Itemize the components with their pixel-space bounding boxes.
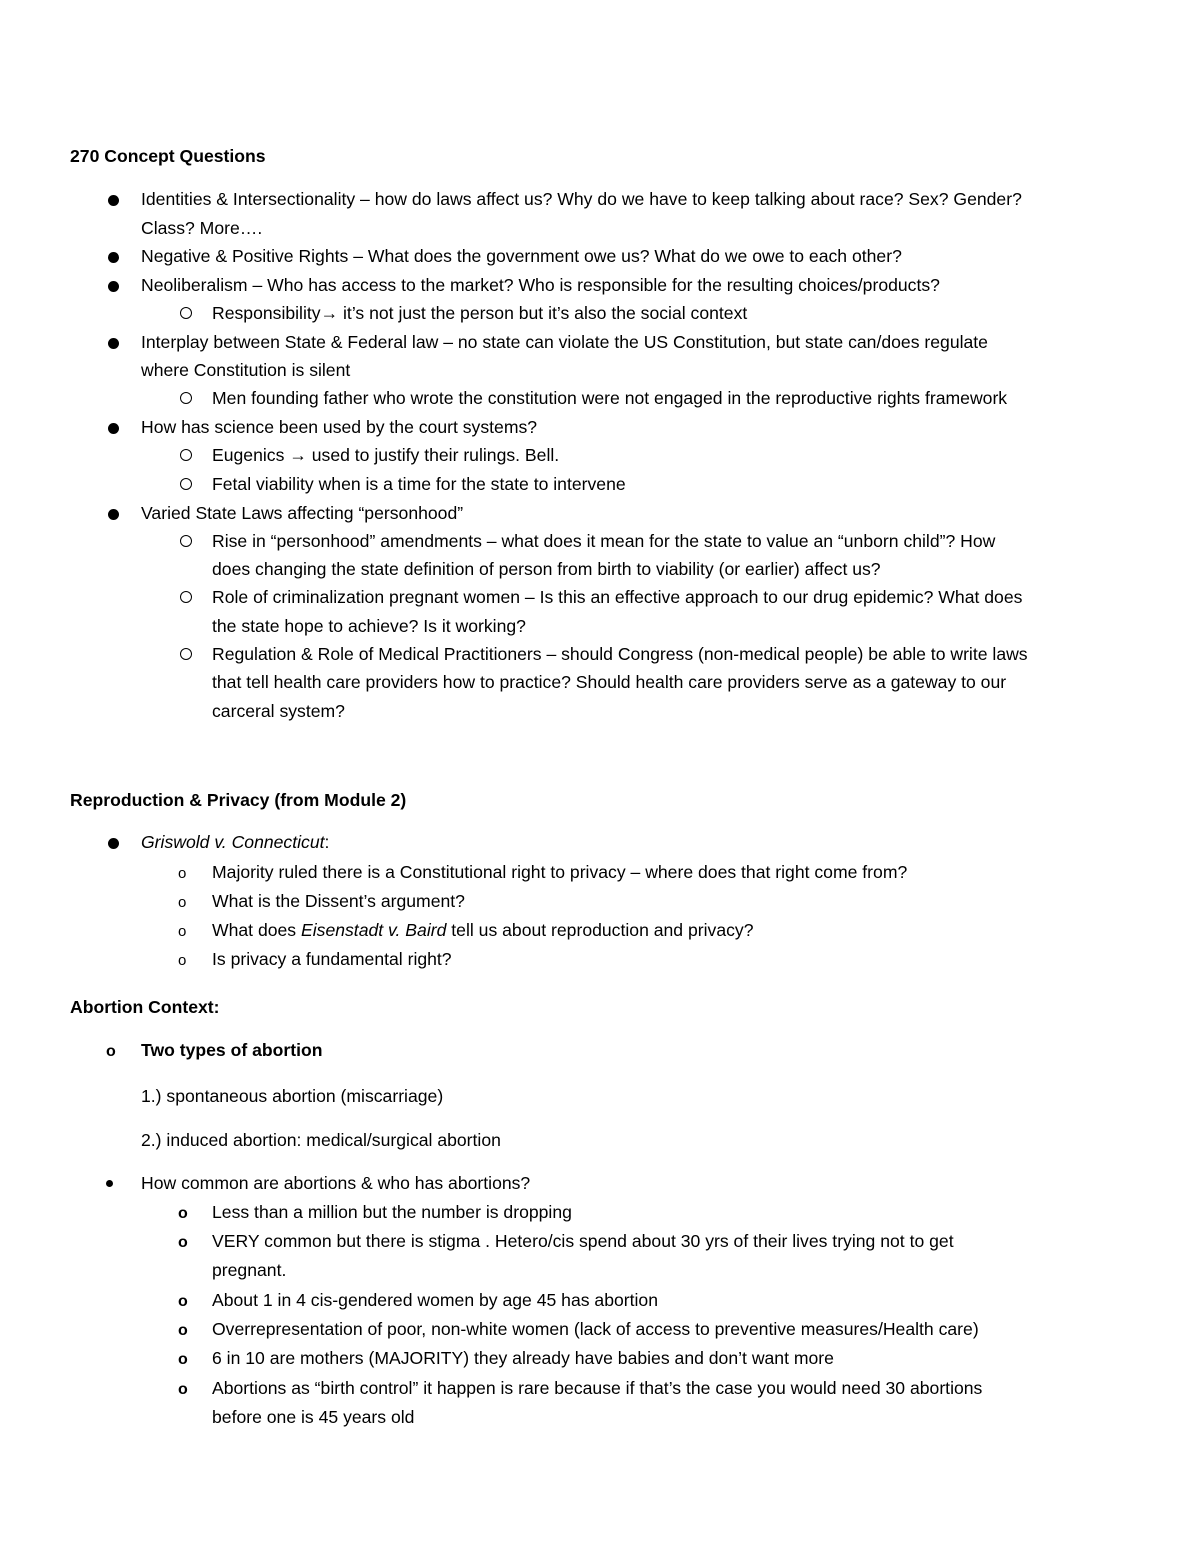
bullet-o-icon: o <box>178 1293 188 1310</box>
sub-item-text: Overrepresentation of poor, non-white women (lack of access to preventive measures/Health care) <box>212 1319 979 1339</box>
sub-item-text: Is privacy a fundamental right? <box>212 949 452 969</box>
sub-item-text: Majority ruled there is a Constitutional right to privacy – where does that right come from? <box>212 862 908 882</box>
sub-item-text: Less than a million but the number is dropping <box>212 1202 572 1222</box>
sub-item-text: Abortions as “birth control” it happen is rare because if that’s the case you would need 30 abortions <box>212 1378 983 1398</box>
case-name: Griswold v. Connecticut <box>141 832 325 852</box>
sub-item-text-post: tell us about reproduction and privacy? <box>446 920 754 940</box>
type-item: 2.) induced abortion: medical/surgical abortion <box>141 1130 501 1150</box>
bullet-dot-icon <box>108 338 119 349</box>
sub-item-text: 6 in 10 are mothers (MAJORITY) they already have babies and don’t want more <box>212 1348 834 1368</box>
case-suffix: : <box>324 832 330 852</box>
bullet-o-icon: o <box>178 1234 188 1251</box>
bullet-circle-icon <box>180 478 192 490</box>
sub-item-text: before one is 45 years old <box>212 1407 415 1427</box>
list-item-text: Identities & Intersectionality – how do laws affect us? Why do we have to keep talking about race? Sex? Gender? <box>141 189 1022 209</box>
bullet-circle-icon <box>180 449 192 461</box>
bullet-o-icon: o <box>178 1381 188 1398</box>
sub-item-text: does changing the state definition of person from birth to viability (or earlier) affect us? <box>212 559 881 579</box>
list-item-text: Class? More…. <box>141 218 263 238</box>
sub-item-text: What is the Dissent’s argument? <box>212 891 465 911</box>
sub-item-text: carceral system? <box>212 701 345 721</box>
bullet-circle-icon <box>180 307 192 319</box>
bullet-dot-icon <box>108 838 119 849</box>
bullet-dot-icon <box>106 1180 113 1187</box>
section-title-abortion-context: Abortion Context: <box>70 997 220 1017</box>
bullet-o-icon: o <box>106 1043 116 1060</box>
section-title-reproduction-privacy: Reproduction & Privacy (from Module 2) <box>70 790 407 810</box>
sub-item-text: Rise in “personhood” amendments – what does it mean for the state to value an “unborn child”? How <box>212 531 996 551</box>
sub-item-text: Eugenics → used to justify their rulings. Bell. <box>212 445 560 465</box>
types-heading: Two types of abortion <box>141 1040 323 1060</box>
bullet-dot-icon <box>108 281 119 292</box>
sub-item-text: Men founding father who wrote the constitution were not engaged in the reproductive rights framework <box>212 388 1008 408</box>
bullet-o-icon: o <box>178 923 187 940</box>
bullet-dot-icon <box>108 509 119 520</box>
sub-item-text: Responsibility→ it’s not just the person but it’s also the social context <box>212 303 748 323</box>
list-item-text: How has science been used by the court systems? <box>141 417 538 437</box>
type-item: 1.) spontaneous abortion (miscarriage) <box>141 1086 444 1106</box>
bullet-o-icon: o <box>178 865 187 882</box>
bullet-o-icon: o <box>178 1205 188 1222</box>
bullet-circle-icon <box>180 591 192 603</box>
list-item-text: where Constitution is silent <box>141 360 351 380</box>
bullet-o-icon: o <box>178 1322 188 1339</box>
case-heading <box>141 828 329 857</box>
case-name-eisenstadt: Eisenstadt v. Baird <box>301 920 447 940</box>
bullet-dot-icon <box>108 252 119 263</box>
sub-item-text-pre: What does <box>212 920 301 940</box>
sub-item-text: pregnant. <box>212 1260 287 1280</box>
bullet-dot-icon <box>108 423 119 434</box>
sub-item-text: VERY common but there is stigma . Hetero/cis spend about 30 yrs of their lives trying not to get <box>212 1231 954 1251</box>
section-title-concept-questions: 270 Concept Questions <box>70 146 266 166</box>
bullet-circle-icon <box>180 535 192 547</box>
list-item-text: How common are abortions & who has abortions? <box>141 1173 531 1193</box>
sub-item-text: Fetal viability when is a time for the state to intervene <box>212 474 626 494</box>
sub-item-text: that tell health care providers how to practice? Should health care providers serve as a gateway to our <box>212 672 1007 692</box>
sub-item-text <box>212 916 754 945</box>
bullet-o-icon: o <box>178 952 187 969</box>
bullet-circle-icon <box>180 648 192 660</box>
sub-item-text: About 1 in 4 cis-gendered women by age 45 has abortion <box>212 1290 659 1310</box>
list-item-text: Interplay between State & Federal law – no state can violate the US Constitution, but state can/does regulate <box>141 332 988 352</box>
sub-item-text: the state hope to achieve? Is it working? <box>212 616 526 636</box>
sub-item-text: Role of criminalization pregnant women – Is this an effective approach to our drug epidemic? What does <box>212 587 1023 607</box>
bullet-circle-icon <box>180 392 192 404</box>
list-item-text: Neoliberalism – Who has access to the market? Who is responsible for the resulting choices/products? <box>141 275 940 295</box>
list-item-text: Negative & Positive Rights – What does the government owe us? What do we owe to each other? <box>141 246 902 266</box>
sub-item-text: Regulation & Role of Medical Practitioners – should Congress (non-medical people) be able to write laws <box>212 644 1028 664</box>
bullet-dot-icon <box>108 195 119 206</box>
list-item-text: Varied State Laws affecting “personhood” <box>141 503 464 523</box>
bullet-o-icon: o <box>178 894 187 911</box>
bullet-o-icon: o <box>178 1351 188 1368</box>
